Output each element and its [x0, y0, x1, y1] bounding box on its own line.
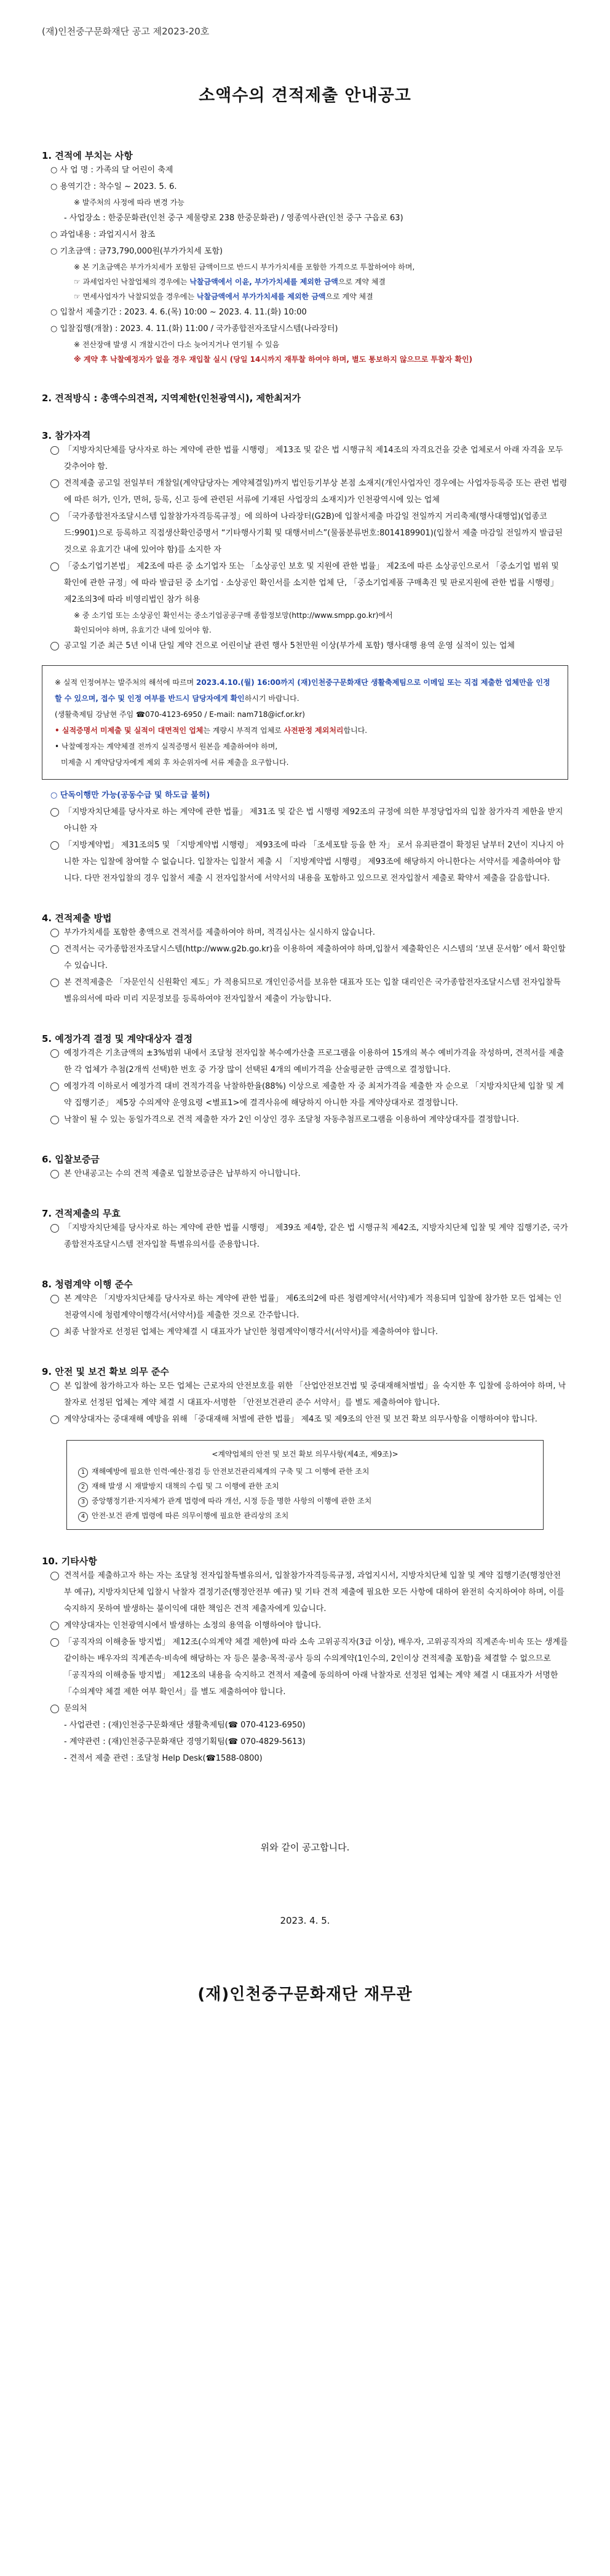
bullet-circle-icon	[50, 1705, 59, 1713]
bullet-circle-icon	[50, 479, 59, 488]
eligibility-item: 「지방자치단체를 당사자로 하는 계약에 관한 법률 시행령」 제13조 및 같은 법 시행규칙 제14조의 자격요건을 갖춘 업체로서 아래 자격을 모두 갖추어야 함.	[42, 442, 568, 475]
eligibility-item: 「지방자치단체를 당사자로 하는 계약에 관한 법률」 제31조 및 같은 법 시행령 제92조의 규정에 의한 부정당업자의 입찰 참가자격 제한을 받지 아니한 자	[42, 804, 568, 837]
method-item: 견적서는 국가종합전자조달시스템(http://www.g2b.go.kr)을 이용하여 제출하여야 하며,입찰서 제출확인은 시스템의 ‘보낸 문서함’ 에서 확인할 수 있습니다.	[42, 941, 568, 974]
safety-item: 본 입찰에 참가하고자 하는 모든 업체는 근로자의 안전보호를 위한 「산업안전보건법 및 중대재해처벌법」을 숙지한 후 입찰에 응하여야 하며, 낙찰자로 선정된 업체는 계약 체결 시 대표자·서명한 「안전보건관리 준수 서약서」를 별도 제출하여야 합니다.	[42, 1378, 568, 1411]
integrity-item: 본 계약은 「지방자치단체를 당사자로 하는 계약에 관한 법률」 제6조의2에 따른 청렴계약서(서약)제가 적용되며 입찰에 참가한 모든 업체는 인천광역시에 청렴계약이행각서(서약서)를 제출한 것으로 간주합니다.	[42, 1290, 568, 1324]
amount-note-3: ☞ 면세사업자가 낙찰되었을 경우에는 낙찰금액에서 부가가치세를 제외한 금액으로 계약 체결	[74, 292, 373, 301]
box-line-5: • 낙찰예정자는 계약체결 전까지 실적증명서 원본을 제출하여야 하며,	[55, 742, 278, 751]
deposit-item: 본 안내공고는 수의 견적 제출로 입찰보증금은 납부하지 아니합니다.	[42, 1166, 568, 1182]
box-line-6: 미제출 시 계약담당자에게 제외 후 차순위자에 서류 제출을 요구합니다.	[61, 758, 289, 767]
box-heading: <계약업체의 안전 및 보건 확보 의무사항(제4조, 제9조)>	[212, 1450, 398, 1458]
misc-item: 「공직자의 이해충돌 방지법」 제12조(수의계약 체결 제한)에 따라 소속 고위공직자(3급 이상), 배우자, 고위공직자의 직계존속·비속 또는 생계를 같이하는 배우자의 직계존속·비속에 해당하는 자 등은 불충·목적·공사 등의 수의계약(1인수의, 2인이상 견적제출 포함)을 체결할 수 없으므로 「공직자의 이해충돌 방지법」 제12조의 내용을 숙지하고 견적서 제출에 동의하여 아래 낙찰자로 선정된 업체는 계약 체결 시 대표자가 서명한 「수의계약 체결 제한 여부 확인서」를 별도 제출하여야 합니다.	[42, 1634, 568, 1700]
price-item: 낙찰이 될 수 있는 동일가격으로 견적 제출한 자가 2인 이상인 경우 조달청 자동추첨프로그램을 이용하여 계약상대자를 결정합니다.	[42, 1111, 568, 1128]
misc-item: 계약상대자는 인천광역시에서 발생하는 소정의 용역을 이행하여야 합니다.	[42, 1617, 568, 1634]
obligation-item: 1 재해예방에 필요한 인력·예산·점검 등 안전보건관리체계의 구축 및 그 이행에 관한 조치	[78, 1464, 532, 1479]
issuing-organization: (재)인천중구문화재단 재무관	[197, 1985, 413, 2004]
contact-helpdesk: - 견적서 제출 관련 : 조달청 Help Desk(☎1588-0800)	[64, 1754, 263, 1763]
obligation-item: 3 중앙행정기관·지자체가 관계 법령에 따라 개선, 시정 등을 명한 사항의 이행에 관한 조치	[78, 1494, 532, 1508]
bullet-circle-icon	[50, 929, 59, 937]
project-name: ○ 사 업 명 : 가족의 달 어린이 축제	[50, 166, 173, 175]
document-number: (재)인천중구문화재단 공고 제2023-20호	[42, 26, 210, 37]
bullet-circle-icon	[50, 1328, 59, 1337]
service-period: ○ 용역기간 : 착수일 ~ 2023. 5. 6.	[50, 182, 177, 191]
sole-performance-title: ○ 단독이행만 가능(공동수급 및 하도급 불허)	[50, 791, 210, 800]
base-amount: ○ 기초금액 : 금73,790,000원(부가가치세 포함)	[50, 247, 223, 256]
bullet-circle-icon	[50, 1170, 59, 1178]
eligibility-item: 「중소기업기본법」 제2조에 따른 중 소기업자 또는 「소상공인 보호 및 지원에 관한 법률」 제2조에 따른 소상공인으로서 「중소기업 범위 및 확인에 관한 규정」에 따라 발급된 중 소기업 · 소상공인 확인서를 소지한 업체 단, 「중소기업제품 구매촉진 및 판로지원에 관한 법률 시행령」 제2조의3에 따라 비영리법인 참가 허용	[42, 558, 568, 608]
section-1-title: 1. 견적에 부치는 사항	[42, 150, 133, 161]
section-6-title: 6. 입찰보증금	[42, 1154, 100, 1165]
opening-note-2: ※ 계약 후 낙찰예정자가 없을 경우 재입찰 실시 (당일 14시까지 재투찰 하여야 하며, 별도 통보하지 않으므로 투찰자 확인)	[74, 355, 473, 364]
performance-record-box	[42, 665, 568, 780]
eligibility-item: 「지방계약법」 제31조의5 및 「지방계약법 시행령」 제93조에 따라 「조세포탈 등을 한 자」 로서 유죄판결이 확정된 날부터 2년이 지나지 아니한 자는 입찰에 참여할 수 없습니다. 입찰자는 입찰서 제출 시 「지방계약법 시행령」 제93조에 해당하지 아니한다는 서약서를 제출하여야 합니다. 다만 전자입찰의 경우 입찰서 제출 시 전자입찰서에 서약서의 내용을 포함하고 있으므로 전자입찰서 제출로 확약서 제출을 갈음합니다.	[42, 837, 568, 887]
eligibility-item: 공고일 기준 최근 5년 이내 단일 계약 건으로 어린이날 관련 행사 5천만원 이상(부가세 포함) 행사대행 용역 운영 실적이 있는 업체	[42, 638, 568, 654]
notice-document	[42, 25, 568, 2004]
box-line-4: • 실적증명서 미제출 및 실적이 대면적인 업체는 계량시 부적격 업체로 사전판정 제외처리합니다.	[55, 726, 368, 735]
eligibility-item: 「국가종합전자조달시스템 입찰참가자격등록규정」에 의하여 나라장터(G2B)에 입찰서제출 마감일 전일까지 거리축제(행사대행업)(업종코드:9901)으로 등록하고 직접생산확인증명서 “기타행사기획 및 대행서비스”(물품분류번호:8014189901)(입찰서 제출 마감일 전일까지 발급된 것으로 유효기간 내에 있어야 함)를 소지한 자	[42, 508, 568, 558]
sme-note-2: 확인되어야 하며, 유효기간 내에 있어야 함.	[74, 626, 212, 634]
bullet-circle-icon	[50, 1622, 59, 1630]
bullet-circle-icon	[50, 642, 59, 650]
bullet-circle-icon	[50, 1049, 59, 1058]
bullet-circle-icon	[50, 1382, 59, 1391]
safety-obligations-box	[66, 1440, 544, 1530]
project-venue: - 사업장소 : 한중문화관(인천 중구 제물량로 238 한중문화관) / 영종역사관(인천 중구 구읍로 63)	[64, 214, 403, 223]
bullet-circle-icon	[50, 513, 59, 521]
misc-item: 문의처	[42, 1700, 568, 1717]
eligibility-item: 견적제출 공고일 전일부터 개찰일(계약담당자는 계약체결일)까지 법인등기부상 본점 소재지(개인사업자인 경우에는 사업자등록증 또는 관련 법령에 따른 허가, 인가, 면허, 등록, 신고 등에 관련된 서류에 기재된 사업장의 소재지)가 인천광역시에 있는 업체	[42, 475, 568, 508]
section-9-title: 9. 안전 및 보건 확보 의무 준수	[42, 1366, 169, 1377]
box-contact: (생활축제팀 강남현 주임 ☎070-4123-6950 / E-mail: nam718@icf.or.kr)	[55, 710, 305, 719]
bullet-circle-icon	[50, 1295, 59, 1303]
scope-of-work: ○ 과업내용 : 과업지시서 참조	[50, 230, 156, 239]
section-5-title: 5. 예정가격 결정 및 계약대상자 결정	[42, 1033, 193, 1044]
bullet-circle-icon	[50, 1116, 59, 1124]
misc-item: 견적서를 제출하고자 하는 자는 조달청 전자입찰특별유의서, 입찰참가자격등록규정, 과업지시서, 지방자치단체 입찰 및 계약 집행기준(행정안전부 예규), 지방자치단체 입찰시 낙찰자 결정기준(행정안전부 예규) 및 기타 견적 제출에 필요한 모든 사항에 대하여 완전히 숙지하여야 하며, 이를 숙지하지 못하여 발생하는 불이익에 대한 책임은 견적 제출자에게 있습니다.	[42, 1567, 568, 1617]
sme-note-1: ※ 중 소기업 또는 소상공인 확인서는 중소기업공공구매 종합정보망(http://www.smpp.go.kr)에서	[74, 611, 393, 620]
contact-contract: - 계약관련 : (재)인천중구문화재단 경영기획팀(☎ 070-4829-5613)	[64, 1737, 306, 1746]
period-note: ※ 발주처의 사정에 따라 변경 가능	[74, 198, 184, 207]
section-8-title: 8. 청렴계약 이행 준수	[42, 1279, 133, 1290]
box-line-1: ※ 실적 인정여부는 발주처의 해석에 따르며 2023.4.10.(월) 16:00까지 (재)인천중구문화재단 생활축제팀으로 이메일 또는 직접 제출한 업체만을 인정할 수 있으며, 접수 및 인정 여부를 반드시 담당자에게 확인하시기 바랍니다.	[55, 678, 550, 703]
price-item: 예정가격은 기초금액의 ±3%범위 내에서 조달청 전자입찰 복수예가산출 프로그램을 이용하여 15개의 복수 예비가격을 작성하며, 견적서를 제출한 각 업체가 추첨(2개씩 선택)한 번호 중 가장 많이 선택된 4개의 예비가격을 산술평균한 금액으로 결정합니다.	[42, 1045, 568, 1078]
invalid-item: 「지방자치단체를 당사자로 하는 계약에 관한 법률 시행령」 제39조 제4항, 같은 법 시행규칙 제42조, 지방자치단체 입찰 및 계약 집행기준, 국가종합전자조달시스템 전자입찰 특별유의서를 준용합니다.	[42, 1220, 568, 1253]
bullet-circle-icon	[50, 978, 59, 987]
safety-item: 계약상대자는 중대재해 예방을 위해 「중대재해 처벌에 관한 법률」 제4조 및 제9조의 안전 및 보건 확보 의무사항을 이행하여야 합니다.	[42, 1411, 568, 1428]
bullet-circle-icon	[50, 1224, 59, 1233]
section-10-title: 10. 기타사항	[42, 1556, 97, 1567]
notice-date: 2023. 4. 5.	[280, 1915, 330, 1926]
bullet-circle-icon	[50, 1638, 59, 1647]
amount-note-1: ※ 본 기초금액은 부가가치세가 포함된 금액이므로 반드시 부가가치세를 포함한 가격으로 투찰하여야 하며,	[74, 263, 415, 271]
price-item: 예정가격 이하로서 예정가격 대비 견적가격을 낙찰하한율(88%) 이상으로 제출한 자 중 최저가격을 제출한 자 순으로 「지방자치단체 입찰 및 계약 집행기준」 제5장 수의계약 운영요령 <별표1>에 결격사유에 해당하지 아니한 자를 계약상대자로 결정합니다.	[42, 1078, 568, 1111]
amount-note-2: ☞ 과세업자인 낙찰업체의 경우에는 낙찰금액에서 이윤, 부가가치세를 제외한 금액으로 계약 체결	[74, 278, 386, 286]
section-7-title: 7. 견적제출의 무효	[42, 1208, 121, 1219]
bullet-circle-icon	[50, 1415, 59, 1424]
section-4-title: 4. 견적제출 방법	[42, 913, 112, 924]
bullet-circle-icon	[50, 945, 59, 954]
bullet-circle-icon	[50, 1082, 59, 1091]
bid-opening: ○ 입찰집행(개찰) : 2023. 4. 11.(화) 11:00 / 국가종합전자조달시스템(나라장터)	[50, 324, 338, 334]
contact-event: - 사업관련 : (재)인천중구문화재단 생활축제팀(☎ 070-4123-6950)	[64, 1721, 306, 1730]
integrity-item: 최종 낙찰자로 선정된 업체는 계약체결 시 대표자가 날인한 청렴계약이행각서(서약서)를 제출하여야 합니다.	[42, 1324, 568, 1340]
closing-statement: 위와 같이 공고합니다.	[260, 1842, 350, 1853]
method-item: 부가가치세를 포함한 총액으로 견적서를 제출하여야 하며, 적격심사는 실시하지 않습니다.	[42, 924, 568, 941]
bullet-circle-icon	[50, 808, 59, 817]
bullet-circle-icon	[50, 841, 59, 850]
bullet-circle-icon	[50, 562, 59, 571]
document-title: 소액수의 견적제출 안내공고	[199, 86, 411, 105]
obligation-item: 4 안전·보건 관계 법령에 따른 의무이행에 필요한 관리상의 조치	[78, 1508, 532, 1523]
section-3-title: 3. 참가자격	[42, 430, 91, 441]
obligation-item: 2 재해 발생 시 재발방지 대책의 수립 및 그 이행에 관한 조치	[78, 1479, 532, 1494]
bullet-circle-icon	[50, 446, 59, 455]
opening-note-1: ※ 전산장애 발생 시 개찰시간이 다소 늦어지거나 연기될 수 있음	[74, 340, 280, 349]
method-item: 본 견적제출은 「자문인식 신원확인 제도」가 적용되므로 개인인증서를 보유한 대표자 또는 입찰 대리인은 국가종합전자조달시스템 전자입찰특별유의서에 따라 미리 지문정보를 등록하여야 전자입찰서 제출이 가능합니다.	[42, 974, 568, 1007]
bullet-circle-icon	[50, 1572, 59, 1580]
submission-period: ○ 입찰서 제출기간 : 2023. 4. 6.(목) 10:00 ~ 2023. 4. 11.(화) 10:00	[50, 308, 307, 317]
section-2-title: 2. 견적방식 : 총액수의견적, 지역제한(인천광역시), 제한최저가	[42, 393, 301, 404]
